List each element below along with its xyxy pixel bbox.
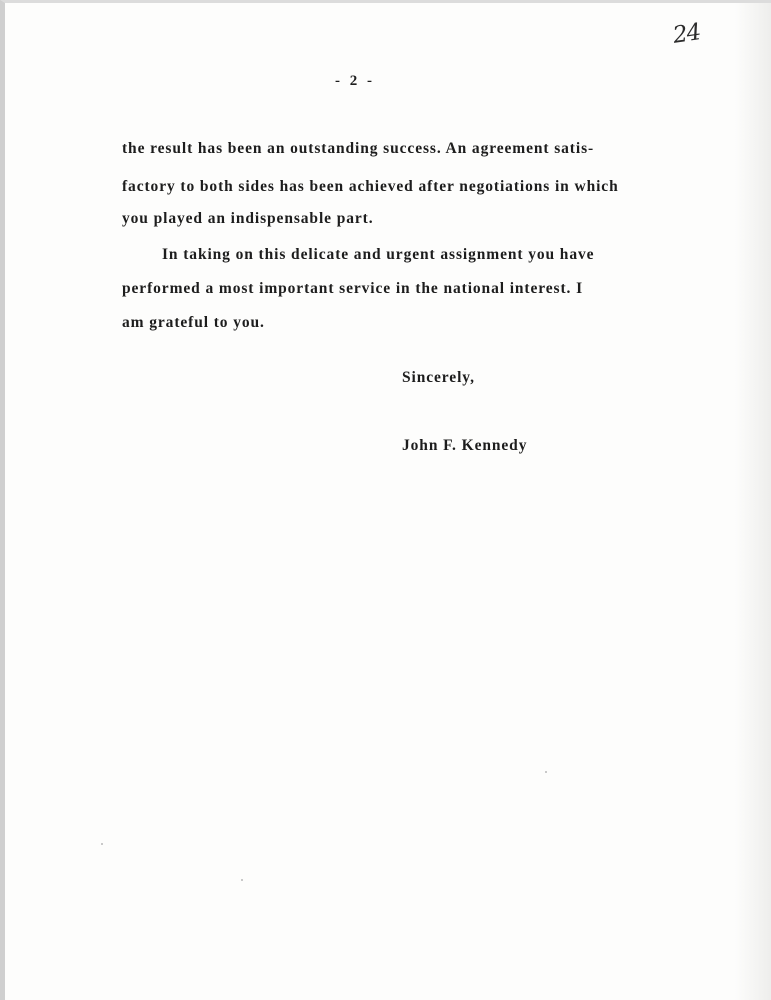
signature-name: John F. Kennedy xyxy=(402,437,528,454)
paper-speck xyxy=(545,771,547,773)
paragraph-1-line-2: factory to both sides has been achieved after negotiations in which xyxy=(122,178,619,195)
paper-speck xyxy=(241,879,243,881)
paragraph-2-line-2: performed a most important service in the national interest. I xyxy=(122,280,584,297)
handwritten-archive-number: 24 xyxy=(671,19,702,49)
paragraph-1-line-3: you played an indispensable part. xyxy=(122,210,374,227)
paper-speck xyxy=(101,843,103,845)
paragraph-1-line-1: the result has been an outstanding success. An agreement satis- xyxy=(122,140,595,157)
paragraph-2-line-1: In taking on this delicate and urgent assignment you have xyxy=(162,246,595,263)
paragraph-2-line-3: am grateful to you. xyxy=(122,314,265,331)
page-number: - 2 - xyxy=(335,73,375,89)
closing-salutation: Sincerely, xyxy=(402,369,475,386)
